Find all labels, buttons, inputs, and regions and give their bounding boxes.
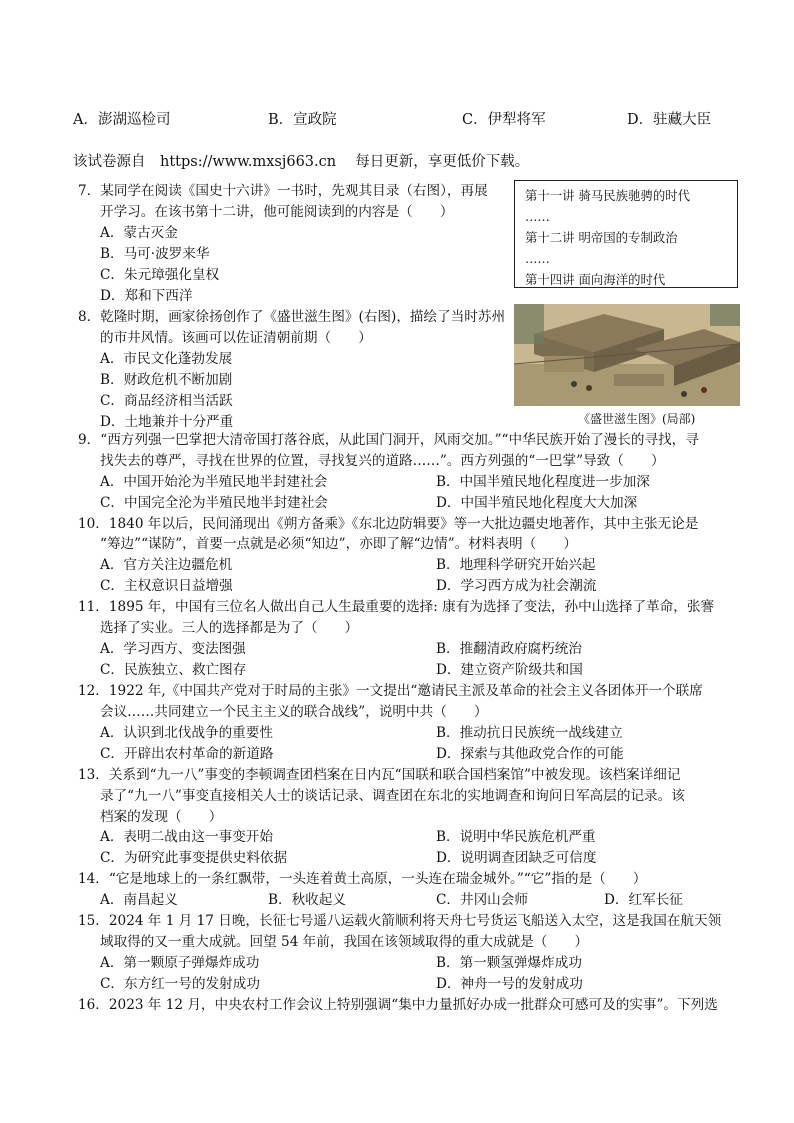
q13-option-a: A．表明二战由这一事变开始	[100, 829, 273, 845]
q13-option-b: B．说明中华民族危机严重	[436, 829, 596, 845]
q9-option-a: A．中国开始沦为半殖民地半封建社会	[100, 474, 328, 490]
q15-option-a: A．第一颗原子弹爆炸成功	[100, 955, 260, 971]
q10-option-a: A．官方关注边疆危机	[100, 557, 233, 573]
q12-option-b: B．推动抗日民族统一战线建立	[436, 725, 623, 741]
q13-option-c: C．为研究此事变提供史料依据	[100, 850, 288, 866]
option-b: B．宣政院	[268, 112, 337, 128]
table-of-contents-box	[514, 180, 738, 288]
q16-stem-line-1: 16．2023 年 12 月，中央农村工作会议上特别强调“集中力量抓好办成一批群众可感可及的实事”。下列选	[78, 997, 718, 1013]
q10-option-d: D．学习西方成为社会潮流	[436, 578, 597, 594]
q7-option-d: D．郑和下西洋	[100, 288, 193, 304]
toc-line: ……	[525, 251, 550, 266]
toc-line: 第十二讲 明帝国的专制政治	[525, 230, 678, 245]
q12-stem-line-2: 会议……共同建立一个民主主义的联合战线”，说明中共（ ）	[100, 704, 488, 720]
q9-stem-line-1: 9．“西方列强一巴掌把大清帝国打落谷底，从此国门洞开，风雨交加。”“中华民族开始了漫长的寻找，寻	[78, 432, 699, 448]
q13-option-d: D．说明调查团缺乏可信度	[436, 850, 597, 866]
q8-option-c: C．商品经济相当活跃	[100, 393, 233, 409]
q13-stem-line-2: 录了“九一八”事变直接相关人士的谈话记录、调查团在东北的实地调查和询问日军高层的记录。该	[100, 788, 685, 804]
q7-stem-line-2: 开学习。在该书第十二讲，他可能阅读到的内容是（ ）	[100, 204, 454, 220]
q8-stem-line-2: 的市井风情。该画可以佐证清朝前期（ ）	[100, 330, 372, 346]
q11-option-b: B．推翻清政府腐朽统治	[436, 641, 582, 657]
q14-option-b: B．秋收起义	[268, 892, 346, 908]
q9-option-d: D．中国半殖民地化程度大大加深	[436, 495, 638, 511]
source-note: 该试卷源自 https://www.mxsj663.cn 每日更新，享更低价下载。	[73, 154, 530, 170]
q10-stem-line-1: 10．1840 年以后，民间涌现出《朔方备乘》《东北边防辑要》等一大批边疆史地著作，其中主张无论是	[78, 516, 699, 532]
q10-option-c: C．主权意识日益增强	[100, 578, 233, 594]
q14-option-a: A．南昌起义	[100, 892, 178, 908]
painting-caption: 《盛世滋生图》(局部)	[578, 412, 696, 426]
toc-line: 第十四讲 面向海洋的时代	[525, 272, 666, 287]
q13-stem-line-3: 档案的发现（ ）	[100, 809, 223, 825]
q13-stem-line-1: 13．关系到“九一八”事变的李顿调查团档案在日内瓦“国联和联合国档案馆”中被发现。该档案详细记	[78, 767, 681, 783]
q11-option-d: D．建立资产阶级共和国	[436, 662, 583, 678]
q7-option-b: B．马可·波罗来华	[100, 246, 210, 262]
q14-stem: 14．“它是地球上的一条红飘带，一头连着黄土高原，一头连在瑞金城外。”“它”指的是（ ）	[78, 871, 647, 887]
q11-option-a: A．学习西方、变法图强	[100, 641, 246, 657]
q9-option-b: B．中国半殖民地化程度进一步加深	[436, 474, 650, 490]
toc-line: ……	[525, 209, 550, 224]
q8-option-a: A．市民文化蓬勃发展	[100, 351, 233, 367]
q11-stem-line-2: 选择了实业。三人的选择都是为了（ ）	[100, 620, 359, 636]
q9-option-c: C．中国完全沦为半殖民地半封建社会	[100, 495, 328, 511]
q15-option-b: B．第一颗氢弹爆炸成功	[436, 955, 582, 971]
q14-option-c: C．井冈山会师	[436, 892, 528, 908]
q7-option-a: A．蒙古灭金	[100, 225, 178, 241]
q11-option-c: C．民族独立、救亡图存	[100, 662, 247, 678]
q12-option-d: D．探索与其他政党合作的可能	[436, 746, 624, 762]
q11-stem-line-1: 11．1895 年，中国有三位名人做出自己人生最重要的选择: 康有为选择了变法，孙中山选择了革命，张謇	[78, 599, 715, 615]
q15-option-d: D．神舟一号的发射成功	[436, 976, 583, 992]
option-d: D．驻藏大臣	[627, 112, 712, 128]
q15-option-c: C．东方红一号的发射成功	[100, 976, 260, 992]
q8-stem-line-1: 8．乾隆时期，画家徐扬创作了《盛世滋生图》(右图)，描绘了当时苏州	[78, 309, 506, 325]
q7-option-c: C．朱元璋强化皇权	[100, 267, 220, 283]
option-c: C．伊犁将军	[462, 112, 546, 128]
q10-option-b: B．地理科学研究开始兴起	[436, 557, 596, 573]
q12-stem-line-1: 12．1922 年,《中国共产党对于时局的主张》一文提出“邀请民主派及革命的社会主义各团体开一个联席	[78, 683, 703, 699]
q9-stem-line-2: 找失去的尊严，寻找在世界的位置，寻找复兴的道路……”。西方列强的“一巴掌”导致（ ）	[100, 453, 665, 469]
painting-image	[514, 304, 740, 406]
q12-option-a: A．认识到北伐战争的重要性	[100, 725, 273, 741]
q14-option-d: D．红军长征	[604, 892, 683, 908]
toc-line: 第十一讲 骑马民族驰骋的时代	[525, 188, 691, 203]
q15-stem-line-2: 域取得的又一重大成就。回望 54 年前，我国在该领域取得的重大成就是（ ）	[100, 934, 589, 950]
q7-stem-line-1: 7．某同学在阅读《国史十六讲》一书时，先观其目录（右图），再展	[78, 183, 488, 199]
q12-option-c: C．开辟出农村革命的新道路	[100, 746, 274, 762]
q15-stem-line-1: 15．2024 年 1 月 17 日晚，长征七号遥八运载火箭顺利将天舟七号货运飞船送入太空，这是我国在航天领	[78, 913, 722, 929]
q8-option-b: B．财政危机不断加剧	[100, 372, 233, 388]
q10-stem-line-2: “筹边”“谋防”，首要一点就是必须“知边”，亦即了解“边情”。材料表明（ ）	[100, 536, 578, 552]
q8-option-d: D．土地兼并十分严重	[100, 414, 234, 430]
option-a: A．澎湖巡检司	[73, 112, 171, 128]
